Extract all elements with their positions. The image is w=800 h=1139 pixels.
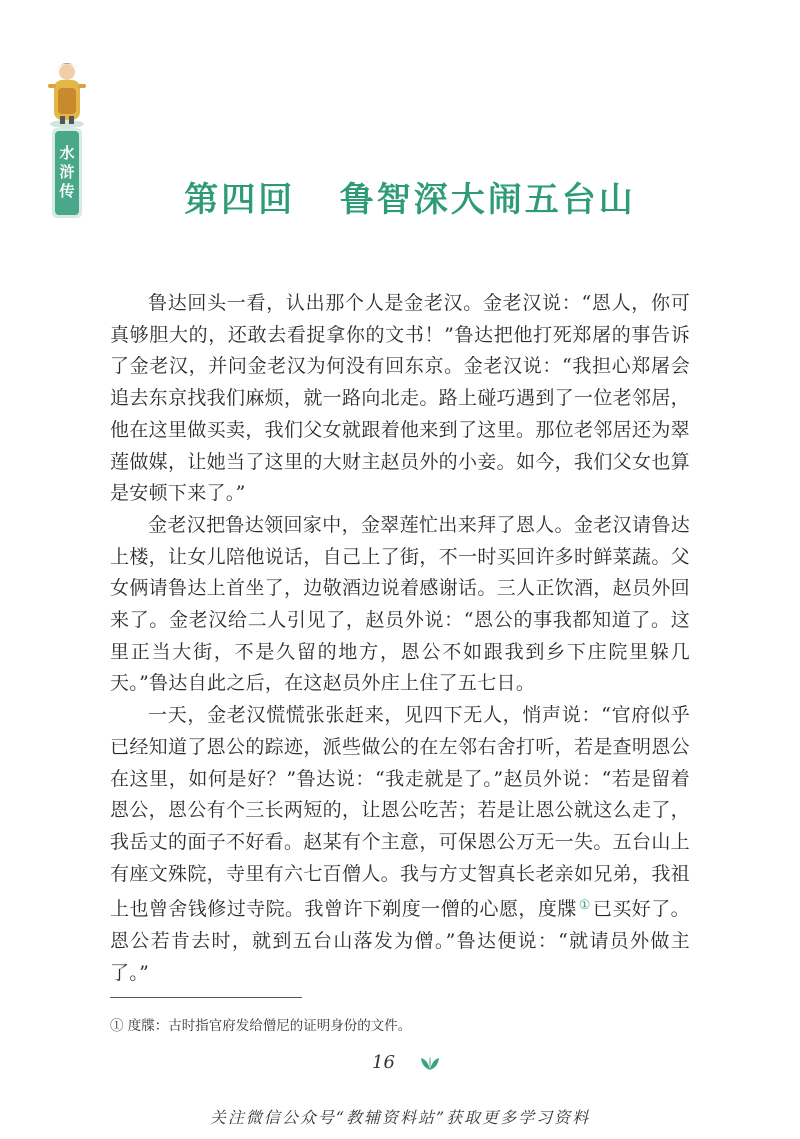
chapter-title: 第四回 鲁智深大闹五台山 — [184, 180, 636, 220]
paragraph-text: 一天，金老汉慌慌张张赶来，见四下无人，悄声说：“官府似乎已经知道了恩公的踪迹，派些做公的在左邻右舍打听，若是查明恩公在这里，如何是好？”鲁达说：“我走就是了。”赵员外说：“若是留着恩公，恩公有个三长两短的，让恩公吃苦；若是让恩公就这么走了，我岳丈的面子不好看。赵某有个主意，可保恩公万无一失。五台山上有座文殊院，寺里有六七百僧人。我与方丈智真长老亲如兄弟，我祖上也曾舍钱修过寺院。我曾许下剃度一僧的心愿，度牒 — [110, 704, 690, 921]
page-number: 16 — [372, 1052, 395, 1073]
character-illustration-icon — [44, 58, 90, 130]
paragraph: 鲁达回头一看，认出那个人是金老汉。金老汉说：“恩人，你可真够胆大的，还敢去看捉拿你的文书！”鲁达把他打死郑屠的事告诉了金老汉，并问金老汉为何没有回东京。金老汉说：“我担心郑屠会追去东京找我们麻烦，就一路向北走。路上碰巧遇到了一位老邻居，他在这里做买卖，我们父女就跟着他来到了这里。那位老邻居还为翠莲做媒，让她当了这里的大财主赵员外的小妾。如今，我们父女也算是安顿下来了。” — [110, 292, 690, 505]
footnote-divider — [110, 997, 302, 998]
book-title-label: 水浒传 — [55, 131, 79, 215]
footnote: ① 度牒：古时指官府发给僧尼的证明身份的文件。 — [110, 1018, 412, 1034]
book-title-tab — [52, 128, 82, 218]
paragraph-text: 已买好了。恩公若肯去时，就到五台山落发为僧。”鲁达便说：“就请员外做主了。” — [110, 898, 690, 984]
paragraph: 金老汉把鲁达领回家中，金翠莲忙出来拜了恩人。金老汉请鲁达上楼，让女儿陪他说话，自己上了街，不一时买回许多时鲜菜蔬。父女俩请鲁达上首坐了，边敬酒边说着感谢话。三人正饮酒，赵员外回来了。金老汉给二人引见了，赵员外说：“恩公的事我都知道了。这里正当大街，不是久留的地方，恩公不如跟我到乡下庄院里躲几天。”鲁达自此之后，在这赵员外庄上住了五七日。 — [110, 513, 690, 695]
footnote-marker: ① — [578, 898, 591, 914]
leaf-icon — [420, 1055, 440, 1071]
watermark: 关注微信公众号“教辅资料站”获取更多学习资料 — [209, 1108, 591, 1127]
paragraph — [110, 700, 690, 989]
body-text — [110, 288, 690, 989]
